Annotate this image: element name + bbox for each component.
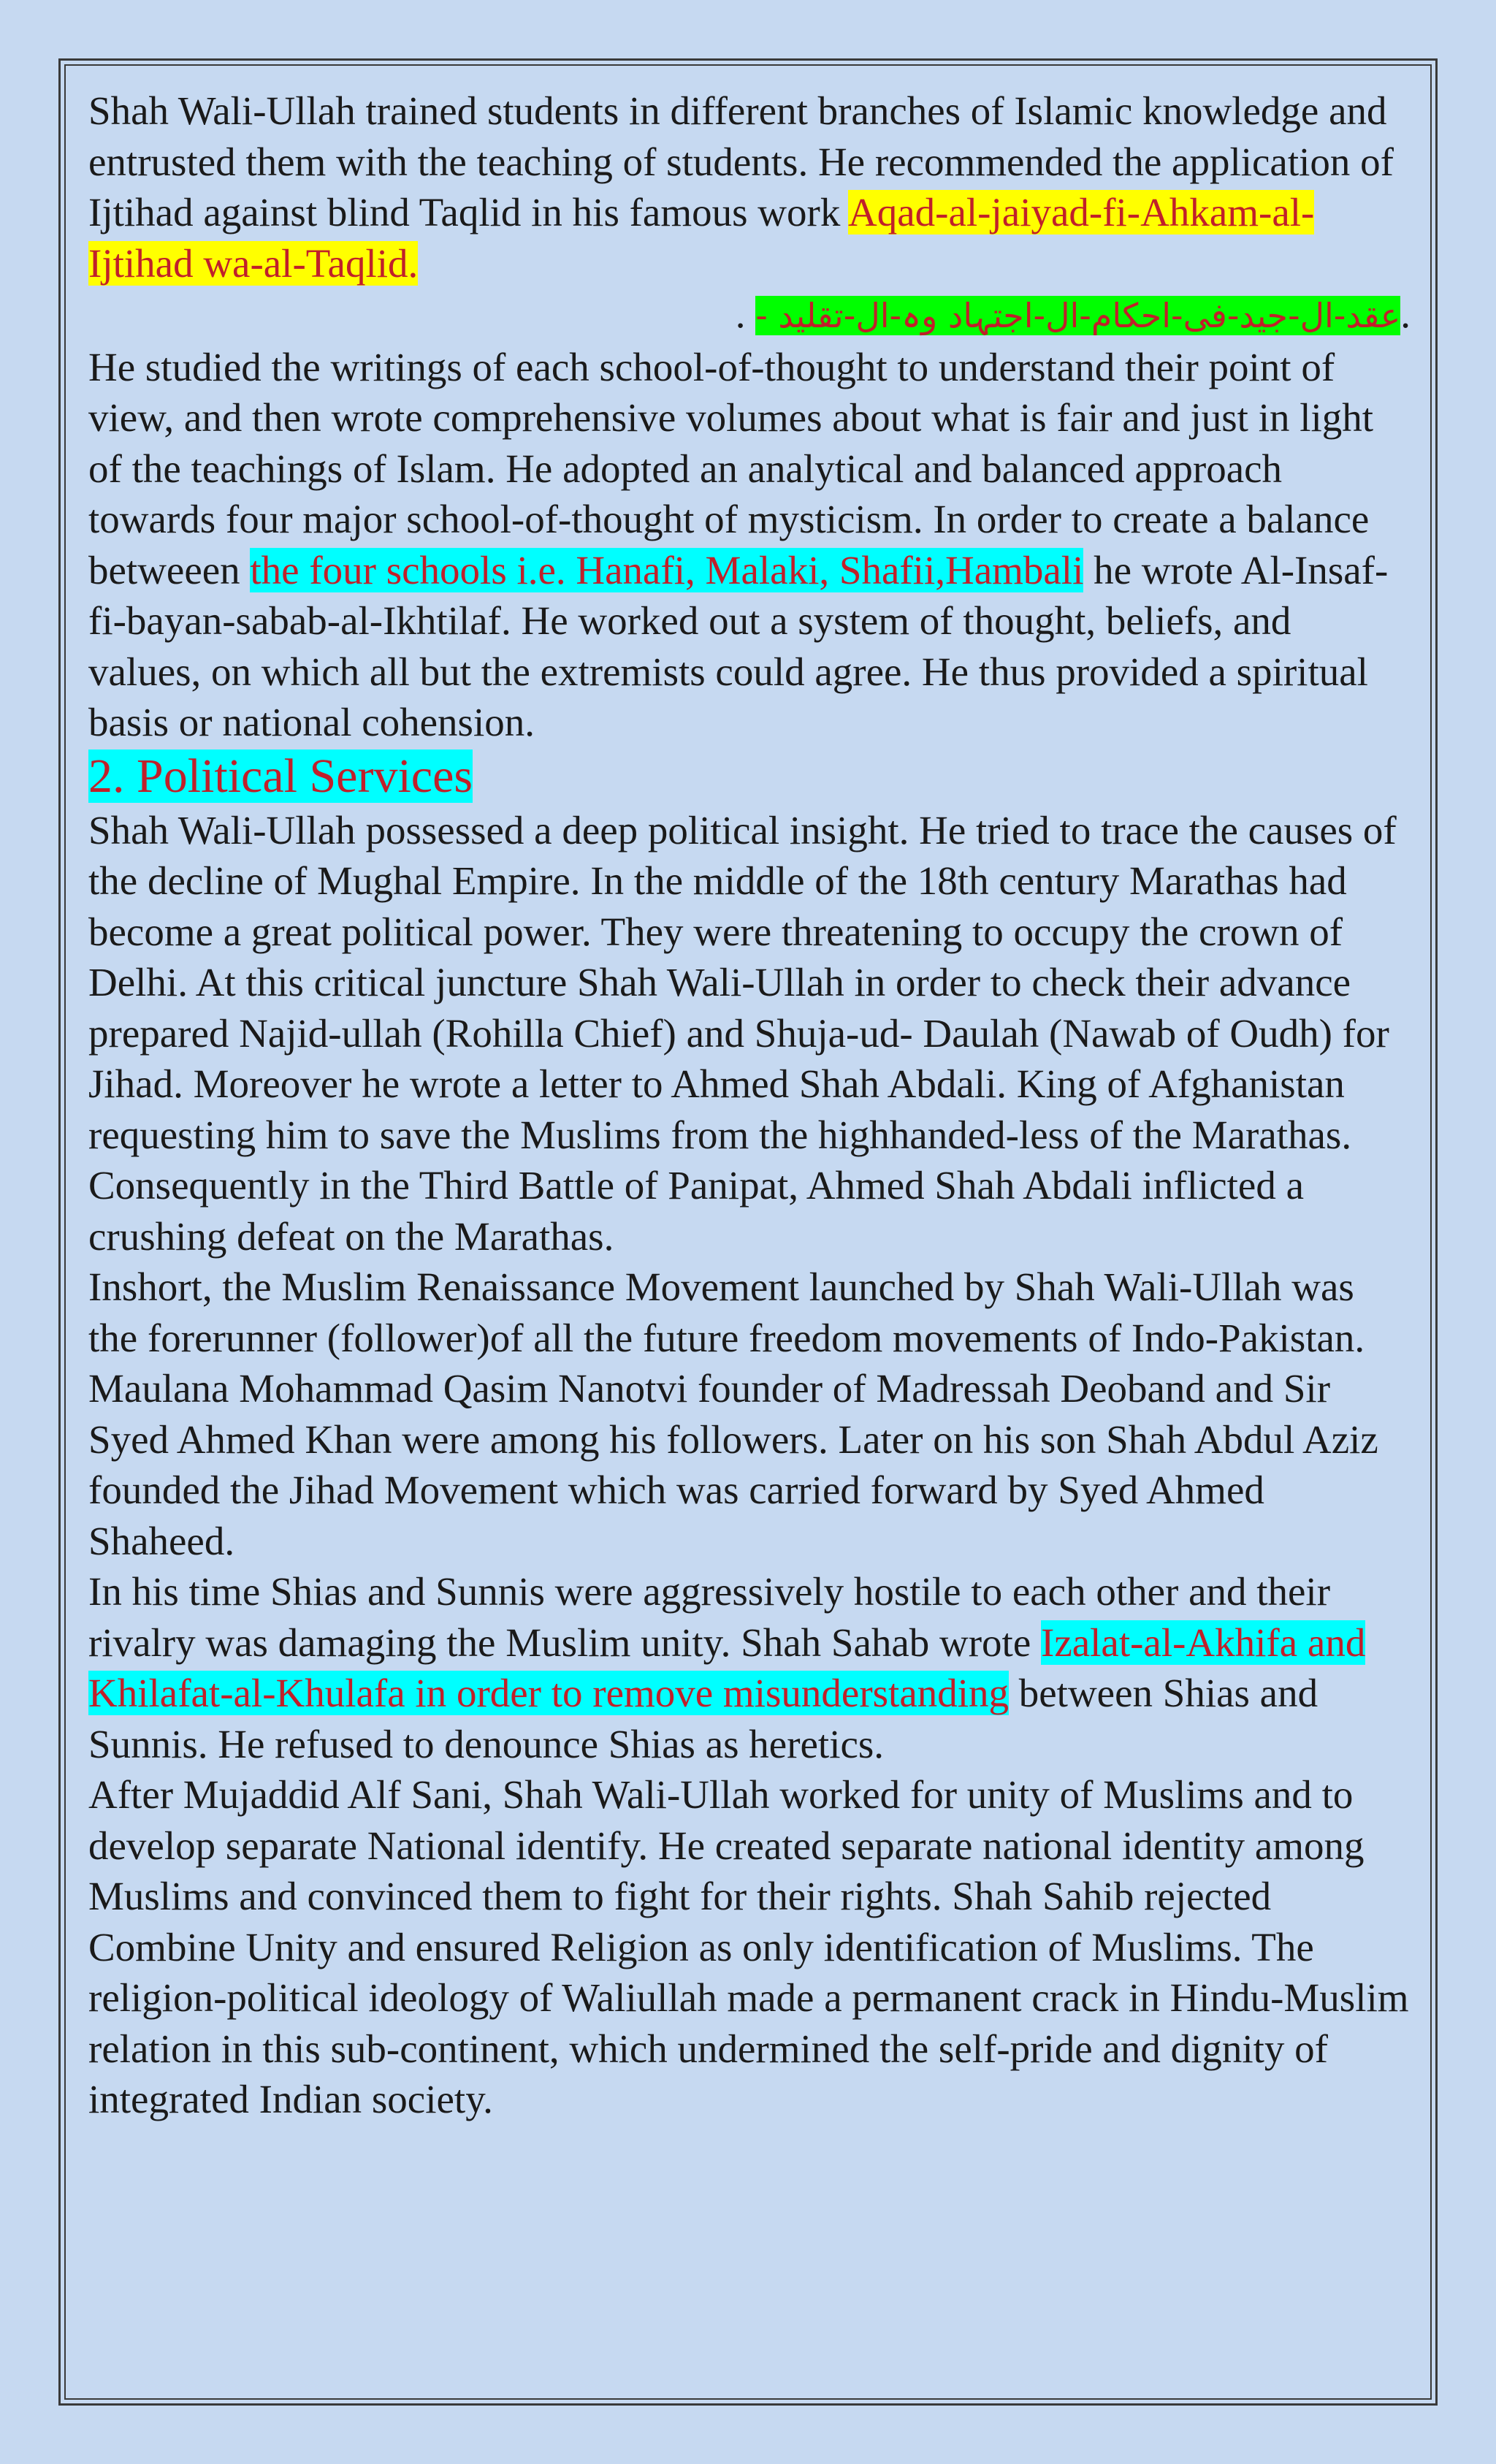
paragraph-shias-sunnis [88, 1566, 1411, 1769]
heading-text: 2. Political Services [88, 749, 473, 803]
urdu-title-line [88, 289, 1411, 342]
paragraph-text: In his time Shias and Sunnis were aggressively hostile to each other and their rivalry was damaging the Muslim unity. Shah Sahab wrote [88, 1569, 1331, 1665]
highlight-book-title: Aqad-al-jaiyad-fi-Ahkam-al-Ijtihad wa-al-Taqlid. [88, 190, 1315, 286]
paragraph-text: He studied the writings of each school-of-thought to understand their point of view, and then wrote comprehensive volumes about what is fair and just in light of the teachings of Islam. He adopted an analytical and balanced approach towards four major school-of-thought of mysticism. In order to create a balance betweeen [88, 344, 1374, 592]
paragraph-text: he wrote Al-Insaf-fi-bayan-sabab-al-Ikhtilaf. He worked out a system of thought, beliefs, and values, on which all but the extremists could agree. He thus provided a spiritual basis or national cohension. [88, 547, 1389, 744]
paragraph-renaissance: Inshort, the Muslim Renaissance Movement launched by Shah Wali-Ullah was the forerunner (follower)of all the future freedom movements of Indo-Pakistan. [88, 1265, 1365, 1360]
document-body [88, 85, 1411, 2125]
paragraph-followers: Maulana Mohammad Qasim Nanotvi founder of Madressah Deoband and Sir Syed Ahmed Khan were among his followers. Later on his son Shah Abdul Aziz founded the Jihad Movement which was carried forward by Syed Ahmed Shaheed. [88, 1366, 1378, 1563]
urdu-prefix: . [735, 291, 756, 336]
section-heading [88, 748, 1411, 805]
highlight-four-schools: the four schools i.e. Hanafi, Malaki, Shafii,Hambali [250, 547, 1084, 592]
highlight-urdu-title: عقد-ال-جید-فی-احکام-ال-اجتہاد وہ-ال-تقلید - [755, 296, 1401, 335]
urdu-suffix: . [1400, 291, 1411, 336]
paragraph-text: Shah Wali-Ullah trained students in different branches of Islamic knowledge and entrusted them with the teaching of students. He recommended the application of Ijtihad against blind Taqlid in his famous work [88, 88, 1394, 234]
paragraph-schools [88, 342, 1411, 748]
paragraph-national-identity: After Mujaddid Alf Sani, Shah Wali-Ullah worked for unity of Muslims and to develop separate National identify. He created separate national identity among Muslims and convinced them to fight for their rights. Shah Sahib rejected Combine Unity and ensured Religion as only identification of Muslims. The religion-political ideology of Waliullah made a permanent crack in Hindu-Muslim relation in this sub-continent, which undermined the self-pride and dignity of integrated Indian society. [88, 1772, 1409, 2121]
paragraph-ijtihad [88, 85, 1411, 289]
highlight-izalat: Izalat-al-Akhifa and Khilafat-al-Khulafa in order to remove misunderstanding [88, 1620, 1366, 1715]
paragraph-political-insight: Shah Wali-Ullah possessed a deep political insight. He tried to trace the causes of the decline of Mughal Empire. In the middle of the 18th century Marathas had become a great political power. They were threatening to occupy the crown of Delhi. At this critical juncture Shah Wali-Ullah in order to check their advance prepared Najid-ullah (Rohilla Chief) and Shuja-ud- Daulah (Nawab of Oudh) for Jihad. Moreover he wrote a letter to Ahmed Shah Abdali. King of Afghanistan requesting him to save the Muslims from the highhanded-less of the Marathas. Consequently in the Third Battle of Panipat, Ahmed Shah Abdali inflicted a crushing defeat on the Marathas. [88, 807, 1397, 1259]
paragraph-text: between Shias and Sunnis. He refused to denounce Shias as heretics. [88, 1671, 1318, 1766]
